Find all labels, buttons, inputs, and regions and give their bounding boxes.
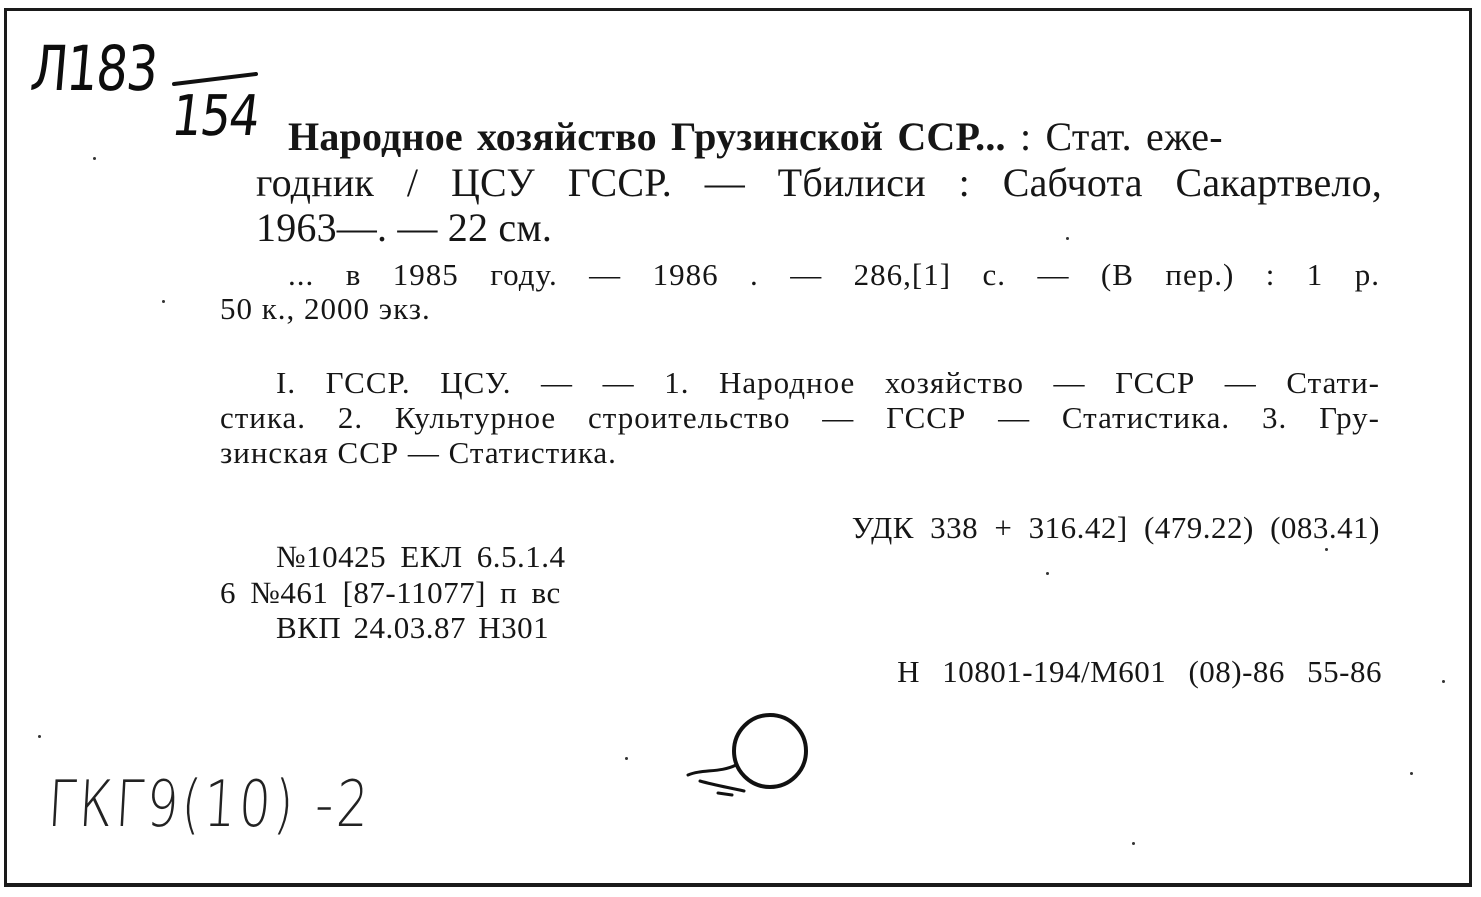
scan-speck xyxy=(38,735,41,738)
title-line-2: годник / ЦСУ ГССР. — Тбилиси : Сабчота Сакартвело, xyxy=(256,160,1382,205)
scan-speck xyxy=(93,157,96,160)
main-title: Народное хозяйство Грузинской ССР... xyxy=(288,114,1006,159)
subjects-line-2: стика. 2. Культурное строительство — ГССР — Статистика. 3. Гру- xyxy=(220,400,1380,435)
title-statement-rest: : Стат. еже- xyxy=(1005,114,1223,159)
udc-code: УДК 338 + 316.42] (479.22) (083.41) xyxy=(851,510,1380,545)
scan-speck xyxy=(625,757,628,760)
subjects-line-3: зинская ССР — Статистика. xyxy=(220,435,617,470)
volume-line-1: ... в 1985 году. — 1986 . — 286,[1] с. — (В пер.) : 1 р. xyxy=(288,257,1380,292)
handwritten-inventory-mark: ГКГ9(10) -2 xyxy=(45,768,374,842)
record-line-3: ВКП 24.03.87 Н301 xyxy=(276,610,550,645)
handwritten-shelf-mark: 154 xyxy=(168,84,262,149)
subjects-line-1: I. ГССР. ЦСУ. — — 1. Народное хозяйство — ГССР — Стати- xyxy=(276,365,1380,400)
scan-speck xyxy=(1066,237,1069,240)
circle-stamp-icon xyxy=(680,705,820,805)
scan-speck xyxy=(1442,680,1445,683)
record-line-1: №10425 ЕКЛ 6.5.1.4 xyxy=(276,539,566,574)
scan-speck xyxy=(1046,572,1049,575)
title-line-1 xyxy=(288,114,1382,159)
volume-line-2: 50 к., 2000 экз. xyxy=(220,291,431,326)
record-line-2: 6 №461 [87-11077] п вс xyxy=(220,575,561,610)
scan-speck xyxy=(1132,842,1135,845)
scan-speck xyxy=(1325,548,1328,551)
title-line-3: 1963—. — 22 см. xyxy=(256,205,553,250)
index-code: Н 10801-194/М601 (08)-86 55-86 xyxy=(897,654,1382,689)
scan-speck xyxy=(162,300,165,303)
scan-speck xyxy=(1410,772,1413,775)
handwritten-accession-number: Л183 xyxy=(27,32,160,105)
